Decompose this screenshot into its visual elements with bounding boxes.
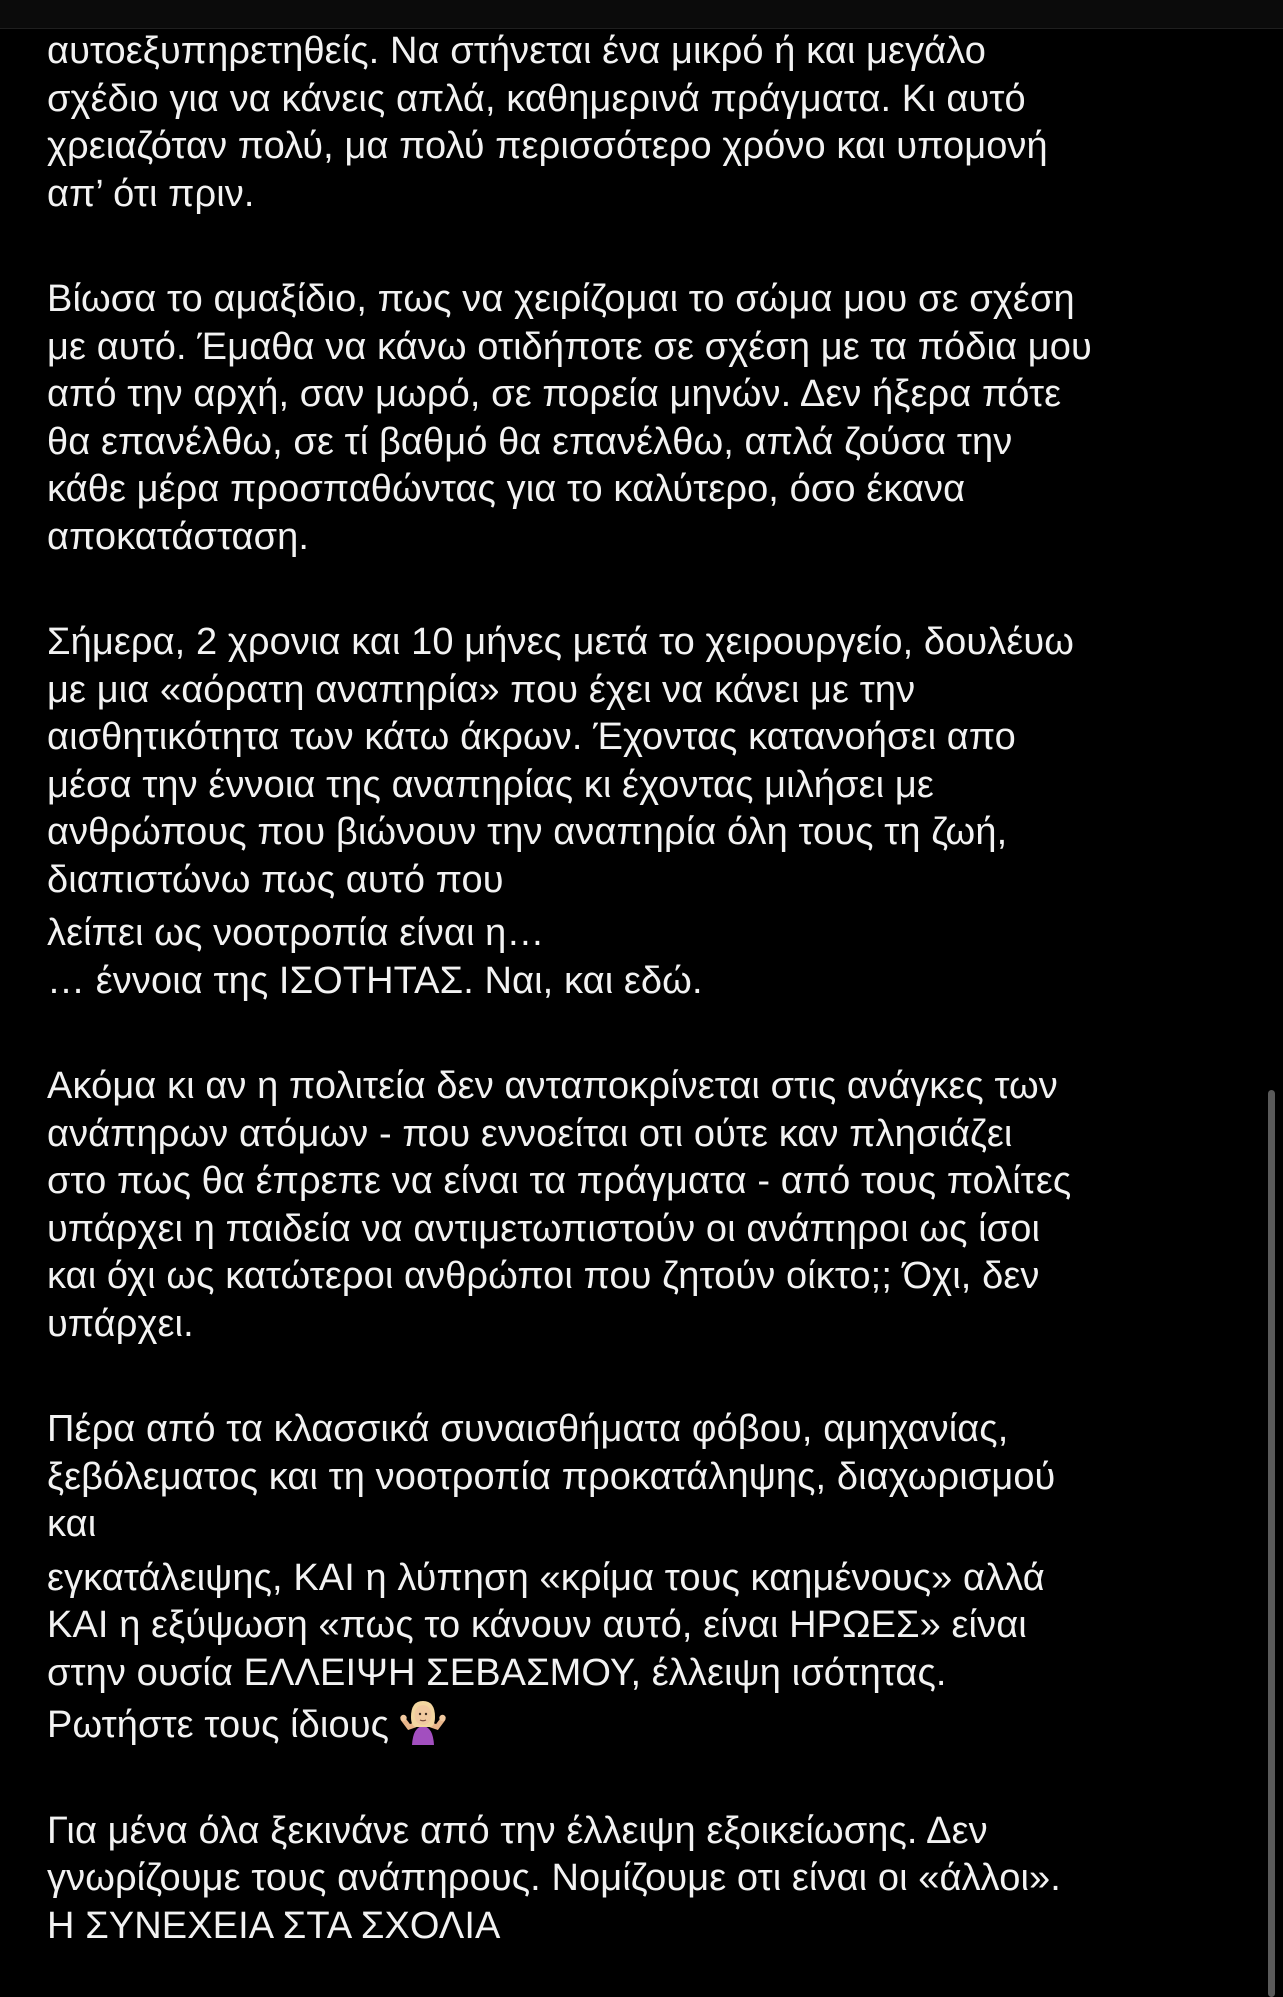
paragraph-gap	[47, 1750, 1257, 1808]
text-line: ξεβόλεματος και τη νοοτροπία προκατάληψης, διαχωρισμού	[47, 1455, 1056, 1498]
text-line: Ακόμα κι αν η πολιτεία δεν ανταποκρίνεται στις ανάγκες των	[47, 1065, 1058, 1107]
text-line: αποκατάσταση.	[47, 515, 310, 558]
text-line-with-emoji	[47, 1697, 1257, 1750]
text-line: γνωρίζουμε τους ανάπηρους. Νομίζουμε οτι είναι οι «άλλοι».	[47, 1857, 1061, 1899]
text-line: Για μένα όλα ξεκινάνε από την έλλειψη εξοικείωσης. Δεν	[47, 1809, 988, 1852]
scrollbar[interactable]	[1268, 1090, 1275, 1997]
text-line: Σήμερα, 2 χρονια και 10 μήνες μετά το χειρουργείο, δουλέυω	[47, 621, 1075, 663]
text-line: μέσα την έννοια της αναπηρίας κι έχοντας μιλήσει με	[47, 763, 934, 806]
text-line: διαπιστώνω πως αυτό που	[47, 858, 504, 901]
paragraph-gap	[47, 1348, 1257, 1406]
woman-shrugging-icon	[399, 1697, 447, 1745]
text-line: με μια «αόρατη αναπηρία» που έχει να κάνει με την	[47, 668, 916, 711]
paragraph-gap	[47, 561, 1257, 619]
text-line: εγκατάλειψης, ΚΑΙ η λύπηση «κρίμα τους καημένους» αλλά	[47, 1556, 1045, 1599]
paragraph-gap	[47, 218, 1257, 276]
text-line: Η ΣΥΝΕΧΕΙΑ ΣΤΑ ΣΧΟΛΙΑ	[47, 1904, 501, 1947]
text-line: και	[47, 1503, 97, 1545]
paragraph	[47, 1063, 1257, 1348]
text-line: Ρωτήστε τους ίδιους	[47, 1704, 390, 1746]
paragraph-gap	[47, 1005, 1257, 1063]
text-line: σχέδιο για να κάνεις απλά, καθημερινά πράγματα. Κι αυτό	[47, 77, 1026, 120]
text-line: χρειαζόταν πολύ, μα πολύ περισσότερο χρόνο και υπομονή	[47, 125, 1048, 167]
text-line: υπάρχει η παιδεία να αντιμετωπιστούν οι ανάπηροι ως ίσοι	[47, 1207, 1041, 1250]
text-line: αυτοεξυπηρετηθείς. Να στήνεται ένα μικρό ή και μεγάλο	[47, 30, 987, 72]
text-line: κάθε μέρα προσπαθώντας για το καλύτερο, όσο έκανα	[47, 468, 966, 510]
post-text	[47, 28, 1257, 1950]
text-line: … έννοια της ΙΣΟΤΗΤΑΣ. Ναι, και εδώ.	[47, 959, 703, 1002]
text-line: υπάρχει.	[47, 1302, 194, 1345]
top-bar	[0, 0, 1283, 29]
text-line: ανάπηρων ατόμων - που εννοείται οτι ούτε καν πλησιάζει	[47, 1112, 1013, 1155]
paragraph	[47, 276, 1257, 561]
text-line: με αυτό. Έμαθα να κάνω οτιδήποτε σε σχέση με τα πόδια μου	[47, 325, 1092, 368]
text-line: από την αρχή, σαν μωρό, σε πορεία μηνών. Δεν ήξερα πότε	[47, 373, 1062, 415]
text-line: απ’ ότι πριν.	[47, 172, 255, 215]
text-line: στο πως θα έπρεπε να είναι τα πράγματα - από τους πολίτες	[47, 1160, 1072, 1202]
paragraph	[47, 1808, 1257, 1951]
text-line: και όχι ως κατώτεροι ανθρώποι που ζητούν οίκτο;; Όχι, δεν	[47, 1255, 1040, 1297]
paragraph	[47, 28, 1257, 218]
text-line: αισθητικότητα των κάτω άκρων. Έχοντας κατανοήσει απο	[47, 716, 1016, 758]
text-line: Πέρα από τα κλασσικά συναισθήματα φόβου, αμηχανίας,	[47, 1408, 1009, 1450]
paragraph	[47, 1406, 1257, 1750]
paragraph	[47, 619, 1257, 1005]
text-line: Βίωσα το αμαξίδιο, πως να χειρίζομαι το σώμα μου σε σχέση	[47, 278, 1075, 320]
text-line: ανθρώπους που βιώνουν την αναπηρία όλη τους τη ζωή,	[47, 811, 1008, 853]
text-line: στην ουσία ΕΛΛΕΙΨΗ ΣΕΒΑΣΜΟΥ, έλλειψη ισότητας.	[47, 1651, 947, 1694]
text-line: λείπει ως νοοτροπία είναι η…	[47, 912, 545, 954]
text-line: ΚΑΙ η εξύψωση «πως το κάνουν αυτό, είναι ΗΡΩΕΣ» είναι	[47, 1604, 1027, 1646]
text-line: θα επανέλθω, σε τί βαθμό θα επανέλθω, απλά ζούσα την	[47, 420, 1013, 463]
